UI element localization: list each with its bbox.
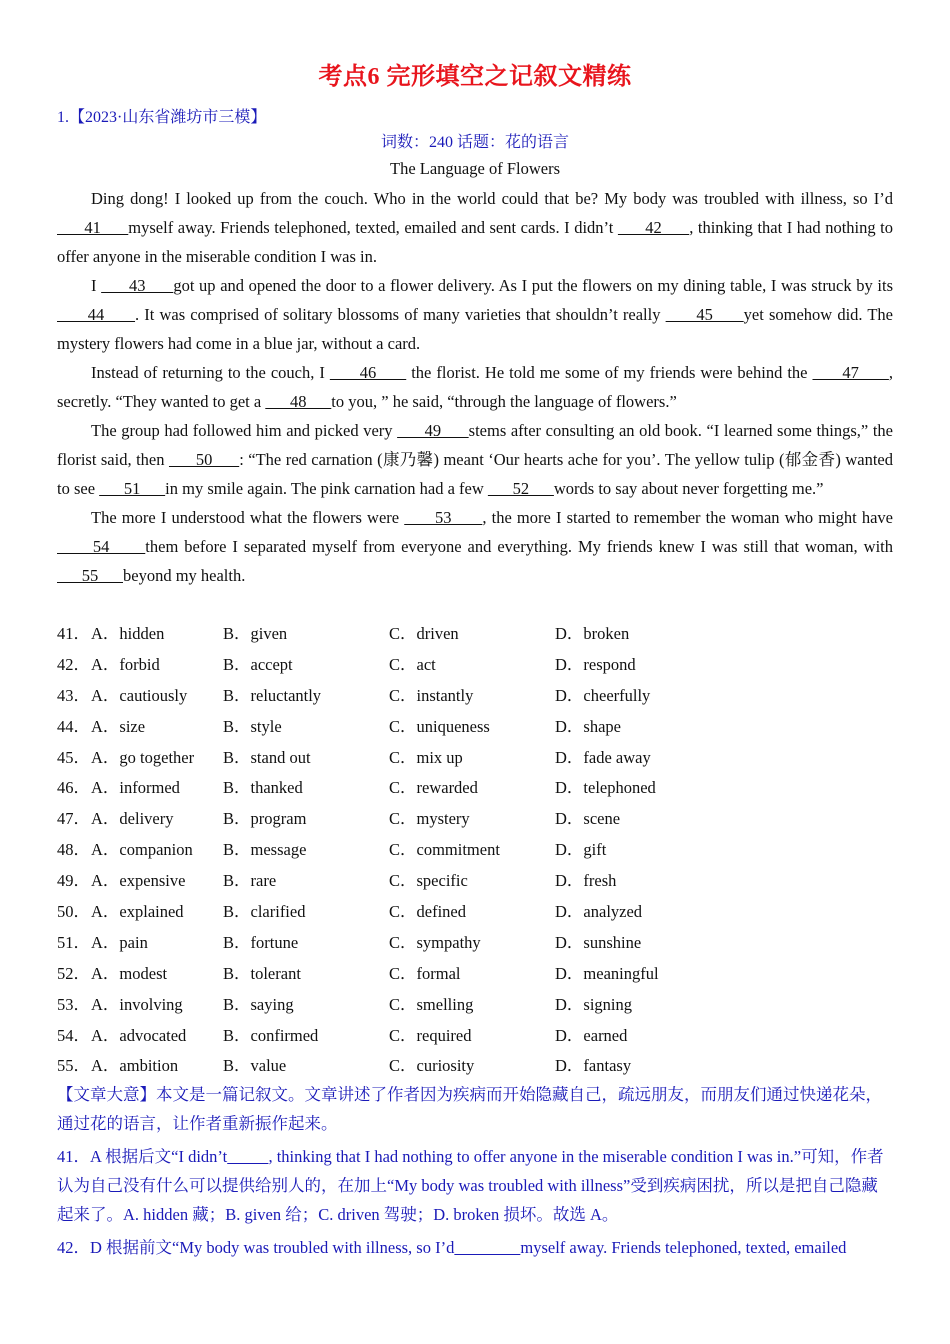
text: them before I separated myself from everyone and everything. My friends knew I was still that woman, with: [145, 537, 893, 556]
text: Ding dong! I looked up from the couch. Who in the world could that be? My body was troubled with illness, so I’d: [91, 189, 893, 208]
blank-42: 42: [617, 218, 690, 237]
answer-41: [57, 1142, 893, 1229]
text: : “The red carnation (康乃馨) meant ‘Our hearts ache for you’. The yellow tulip (郁金香) wanted to see: [57, 450, 893, 498]
option-b: B．accept: [223, 654, 293, 674]
blank-45: 45: [665, 305, 744, 324]
blank-50: 50: [168, 450, 240, 469]
option-row: [57, 804, 893, 835]
option-b: B．value: [223, 1056, 287, 1076]
text: , thinking that I had nothing to offer anyone in the miserable condition I was in.: [57, 218, 894, 266]
answer-42: [57, 1233, 893, 1262]
option-row: [57, 897, 893, 928]
option-c: C．driven: [389, 624, 459, 643]
option-c: C．required: [389, 1025, 472, 1045]
question-source: 1.【2023·山东省潍坊市三模】: [57, 109, 267, 126]
option-a: A．involving: [91, 994, 183, 1014]
option-d: D．broken: [555, 624, 630, 643]
blank-44: 44: [57, 305, 136, 324]
option-row: [57, 619, 893, 650]
blank-43: 43: [101, 276, 174, 295]
option-b: B．stand out: [223, 747, 311, 767]
option-a: A．companion: [91, 840, 193, 860]
question-number: 44．: [57, 716, 90, 736]
option-row: [57, 959, 893, 990]
blank-41: 41: [57, 218, 129, 237]
question-number: 53．: [57, 994, 90, 1014]
option-a: A．explained: [91, 902, 184, 922]
option-d: D．fantasy: [555, 1056, 632, 1076]
option-row: [57, 743, 893, 774]
question-number: 46．: [57, 778, 90, 798]
option-b: B．reluctantly: [223, 685, 322, 705]
blank-46: 46: [329, 363, 407, 382]
summary: 【文章大意】本文是一篇记叙文。文章讲述了作者因为疾病而开始隐藏自己，疏远朋友，而朋友们通过快递花朵，通过花的语言，让作者重新振作起来。: [57, 1085, 882, 1133]
option-b: B．saying: [223, 994, 294, 1014]
question-number: 48．: [57, 840, 90, 860]
option-row: [57, 835, 893, 866]
option-c: C．rewarded: [389, 778, 478, 798]
text: 42．D 根据前文“My body was troubled with illness, so I’d: [57, 1238, 455, 1257]
option-d: D．cheerfully: [555, 685, 651, 705]
question-number: 43．: [57, 685, 90, 705]
question-number: 45．: [57, 747, 90, 767]
option-c: C．defined: [389, 902, 466, 922]
text: stems after consulting an old book. “I learned some things,” the florist said, then: [57, 421, 893, 469]
blank-54: 54: [57, 537, 146, 556]
paragraph-1: [57, 184, 893, 271]
option-c: C．act: [389, 654, 436, 674]
option-d: D．scene: [555, 809, 621, 829]
page-title: 考点6 完形填空之记叙文精练: [318, 64, 632, 90]
option-d: D．meaningful: [555, 963, 659, 983]
blank-51: 51: [99, 479, 166, 498]
option-row: [57, 712, 893, 743]
blank-49: 49: [397, 421, 469, 440]
option-d: D．telephoned: [555, 778, 656, 798]
option-a: A．pain: [91, 932, 148, 952]
question-number: 51．: [57, 932, 90, 952]
options-list: [57, 619, 893, 1082]
text: the florist. He told me some of my friends were behind the: [406, 363, 813, 382]
option-c: C．mystery: [389, 809, 470, 829]
option-c: C．instantly: [389, 685, 474, 705]
option-c: C．sympathy: [389, 932, 481, 952]
text: got up and opened the door to a flower delivery. As I put the flowers on my dining table, I was struck by its: [173, 276, 894, 295]
option-d: D．gift: [555, 840, 607, 860]
paragraph-2: [57, 271, 893, 358]
option-row: [57, 773, 893, 804]
option-b: B．thanked: [223, 778, 303, 798]
paragraph-3: [57, 358, 893, 416]
option-row: [57, 650, 893, 681]
text: words to say about never forgetting me.”: [553, 479, 824, 498]
question-number: 54．: [57, 1025, 90, 1045]
option-row: [57, 1021, 893, 1052]
option-row: [57, 681, 893, 712]
option-b: B．style: [223, 716, 282, 736]
option-d: D．fresh: [555, 871, 617, 891]
question-number: 42．: [57, 654, 90, 674]
option-a: A．expensive: [91, 871, 186, 891]
option-c: C．commitment: [389, 840, 500, 860]
blank-52: 52: [487, 479, 554, 498]
option-a: A．hidden: [91, 624, 165, 643]
option-c: C．smelling: [389, 994, 474, 1014]
option-b: B．message: [223, 840, 307, 860]
option-row: [57, 990, 893, 1021]
option-a: A．ambition: [91, 1056, 179, 1076]
blank-47: 47: [812, 363, 889, 382]
text: . It was comprised of solitary blossoms of many varieties that shouldn’t really: [135, 305, 666, 324]
option-a: A．advocated: [91, 1025, 187, 1045]
text: to you, ” he said, “through the language of flowers.”: [331, 392, 677, 411]
option-d: D．sunshine: [555, 932, 642, 952]
text: The more I understood what the flowers were: [91, 508, 405, 527]
option-row: [57, 1051, 893, 1082]
option-d: D．fade away: [555, 747, 651, 767]
option-c: C．curiosity: [389, 1056, 475, 1076]
option-d: D．respond: [555, 654, 636, 674]
text: 41．A 根据后文“I didn’t: [57, 1147, 228, 1166]
option-c: C．uniqueness: [389, 716, 490, 736]
option-c: C．formal: [389, 963, 461, 983]
text: , thinking that I had nothing to offer anyone in the miserable condition I was in.”可知，作者认为自己没有什么可以提供给别人的，在加上“My body was troubled with illness”受到疾病困扰，所以是把自己隐藏起来了。A. hidden 藏；B. given 给；C. driven 驾驶；D. broken 损坏。故选 A。: [57, 1147, 884, 1224]
option-a: A．informed: [91, 778, 180, 798]
option-c: C．mix up: [389, 747, 463, 767]
text: , secretly. “They wanted to get a: [57, 363, 894, 411]
text: in my smile again. The pink carnation had a few: [165, 479, 488, 498]
option-row: [57, 928, 893, 959]
option-d: D．signing: [555, 994, 633, 1014]
text: myself away. Friends telephoned, texted, emailed and sent cards. I didn’t: [128, 218, 618, 237]
option-a: A．delivery: [91, 809, 174, 829]
text: yet somehow did. The mystery flowers had come in a blue jar, without a card.: [57, 305, 894, 353]
option-b: B．fortune: [223, 932, 299, 952]
option-d: D．shape: [555, 716, 621, 736]
paragraph-5: [57, 503, 893, 590]
option-b: B．program: [223, 809, 307, 829]
blank-53: 53: [404, 508, 483, 527]
option-a: A．go together: [91, 747, 195, 767]
option-d: D．earned: [555, 1025, 628, 1045]
option-b: B．rare: [223, 871, 277, 891]
question-number: 41．: [57, 624, 90, 643]
option-b: B．clarified: [223, 902, 306, 922]
text: , the more I started to remember the woman who might have: [482, 508, 894, 527]
paragraph-4: [57, 416, 893, 503]
question-number: 55．: [57, 1056, 90, 1076]
question-number: 47．: [57, 809, 90, 829]
text: The group had followed him and picked very: [91, 421, 398, 440]
blank-55: 55: [57, 566, 123, 585]
question-number: 49．: [57, 871, 90, 891]
option-b: B．confirmed: [223, 1025, 319, 1045]
text: beyond my health.: [123, 566, 246, 585]
text: myself away. Friends telephoned, texted, emailed: [520, 1238, 847, 1257]
option-a: A．size: [91, 716, 146, 736]
option-a: A．forbid: [91, 654, 160, 674]
option-b: B．tolerant: [223, 963, 301, 983]
option-b: B．given: [223, 624, 288, 643]
blank-underline: [454, 1238, 520, 1257]
question-number: 50．: [57, 902, 90, 922]
blank-48: 48: [265, 392, 332, 411]
option-d: D．analyzed: [555, 902, 643, 922]
passage-title: The Language of Flowers: [390, 159, 560, 178]
answer-analysis: [57, 1080, 893, 1266]
option-a: A．modest: [91, 963, 168, 983]
text: I: [91, 276, 102, 295]
cloze-passage: [57, 184, 893, 590]
option-a: A．cautiously: [91, 685, 188, 705]
word-count-topic: 词数：240 话题：花的语言: [380, 134, 569, 151]
blank-underline: [227, 1147, 268, 1166]
option-row: [57, 866, 893, 897]
option-c: C．specific: [389, 871, 468, 891]
text: Instead of returning to the couch, I: [91, 363, 330, 382]
question-number: 52．: [57, 963, 90, 983]
